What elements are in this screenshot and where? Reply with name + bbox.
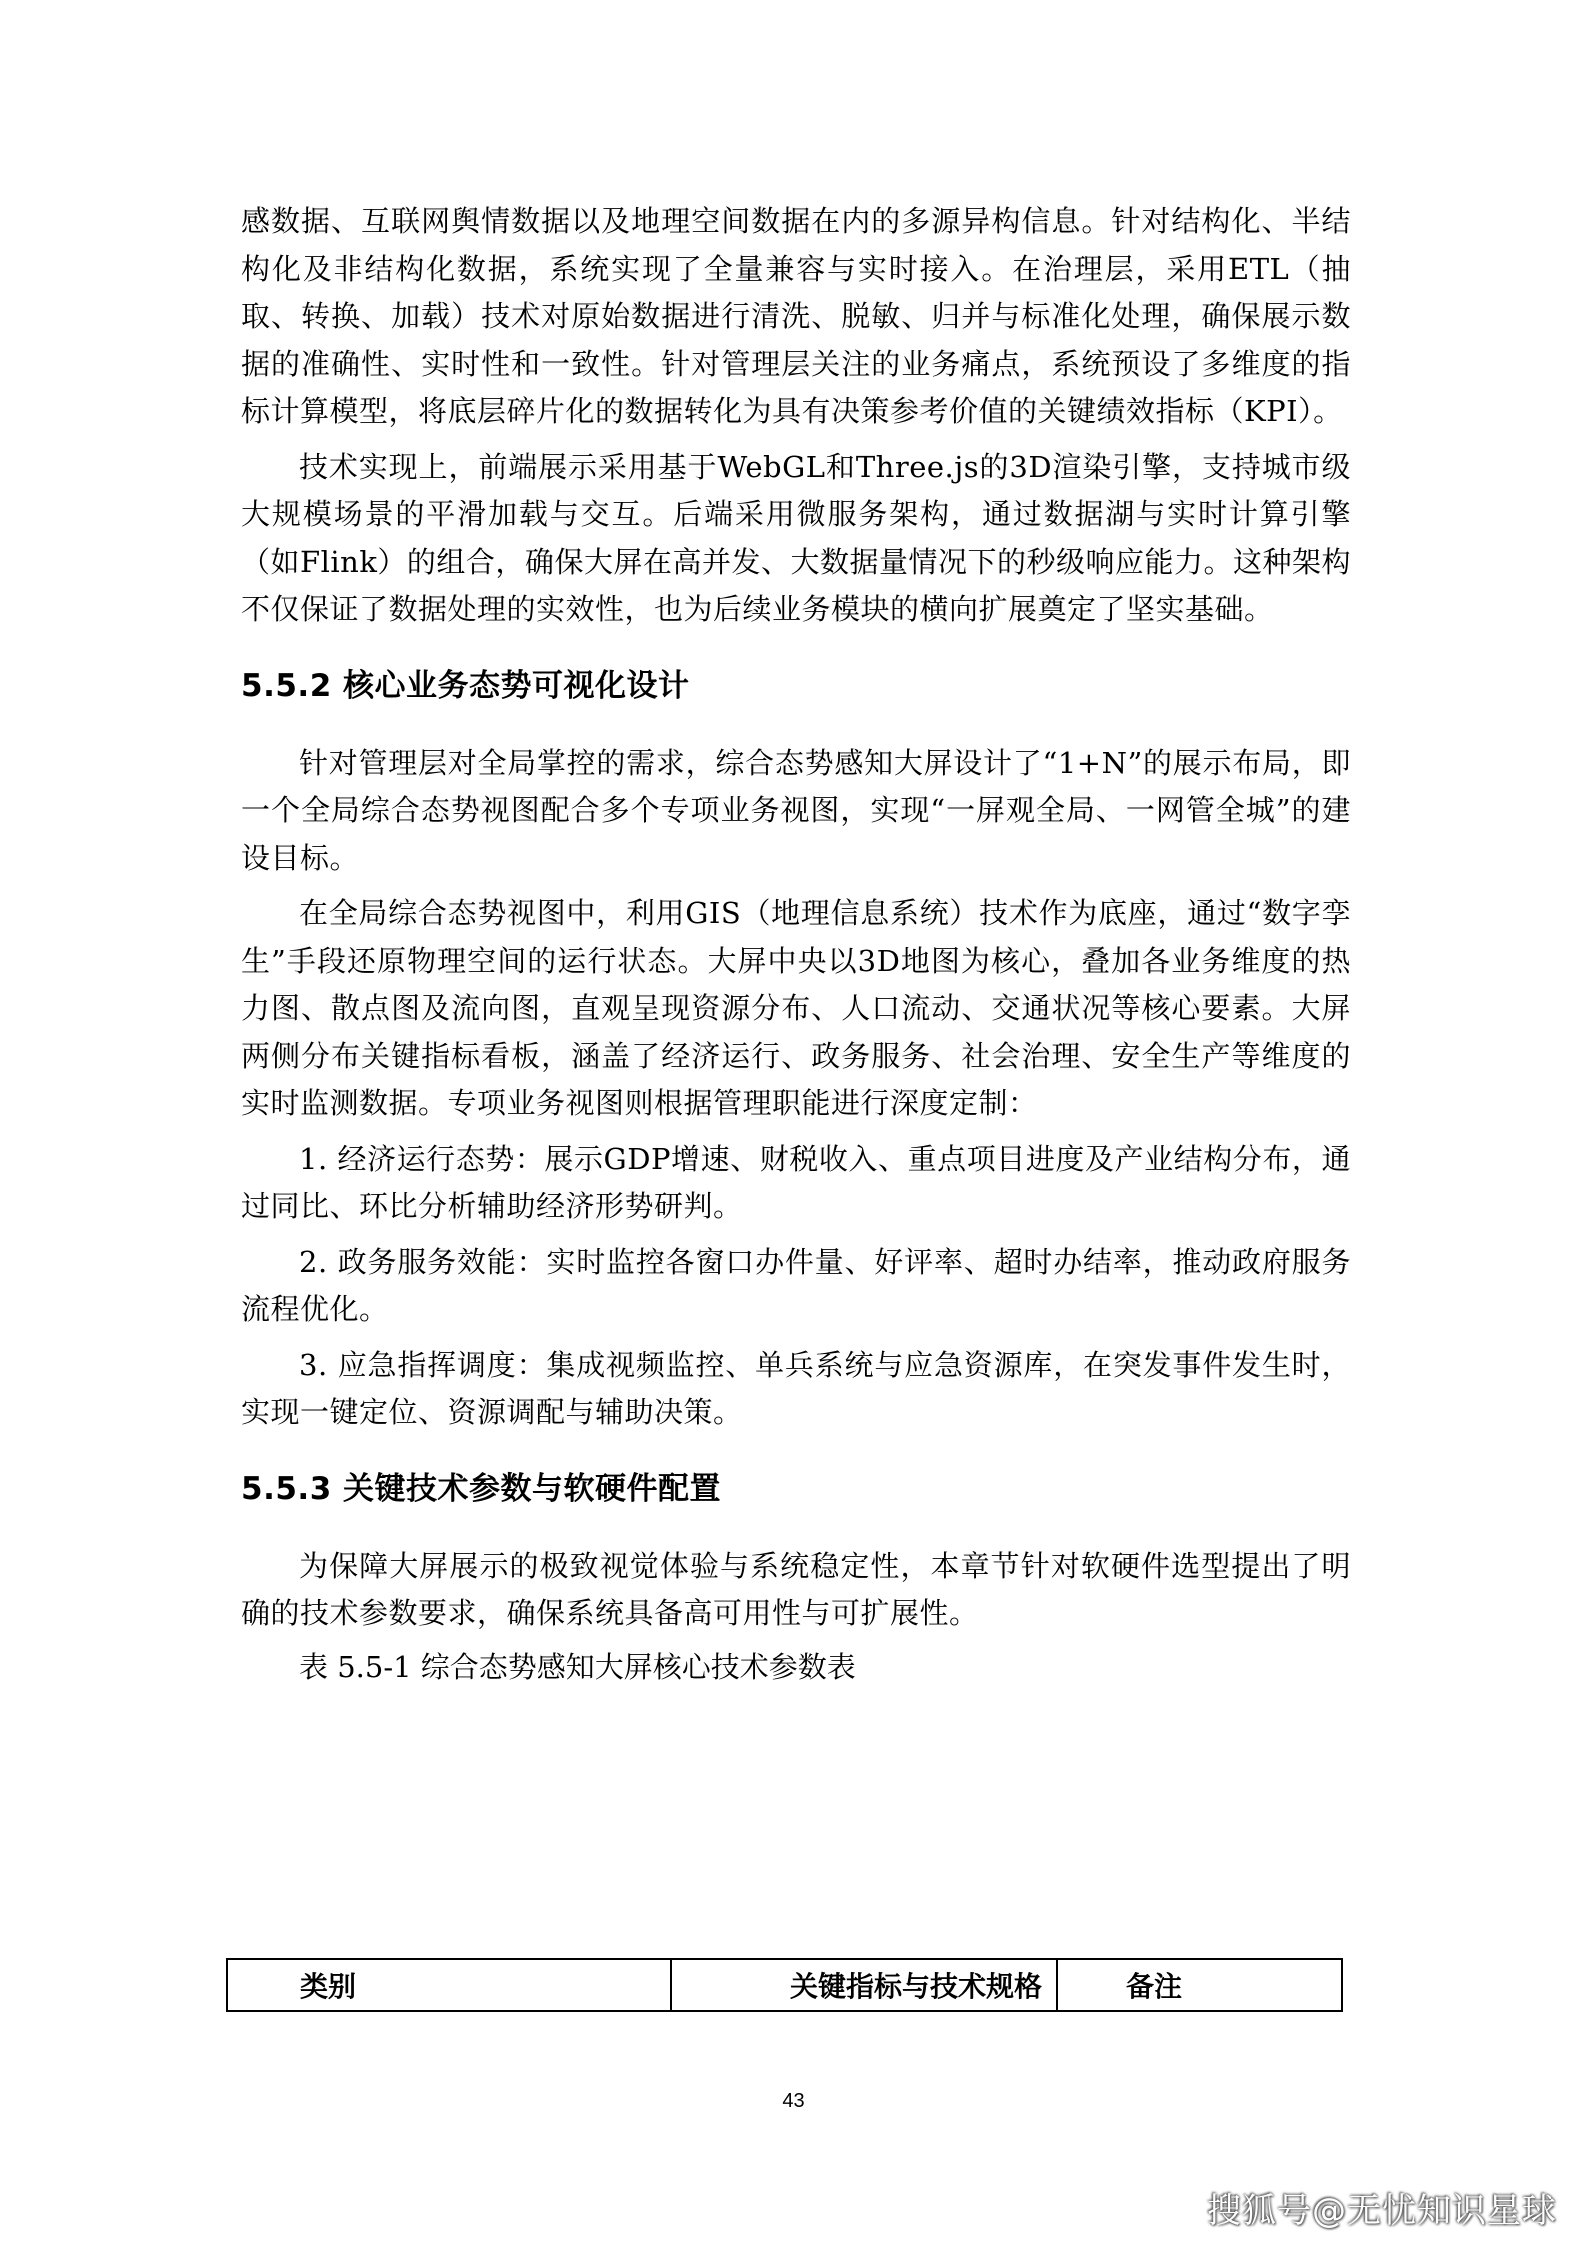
spec-table	[226, 1958, 1343, 2012]
body-paragraph: 针对管理层对全局掌控的需求，综合态势感知大屏设计了“1+N”的展示布局，即一个全局综合态势视图配合多个专项业务视图，实现“一屏观全局、一网管全城”的建设目标。	[241, 745, 1351, 875]
list-item: 2. 政务服务效能：实时监控各窗口办件量、好评率、超时办结率，推动政府服务流程优化。	[241, 1244, 1351, 1326]
watermark: 搜狐号@无忧知识星球	[1207, 2191, 1557, 2231]
table-header-spec: 关键指标与技术规格	[671, 1959, 1057, 2011]
section-heading-5-5-3: 5.5.3 关键技术参数与软硬件配置	[241, 1470, 722, 1507]
body-paragraph: 感数据、互联网舆情数据以及地理空间数据在内的多源异构信息。针对结构化、半结构化及非结构化数据，系统实现了全量兼容与实时接入。在治理层，采用ETL（抽取、转换、加载）技术对原始数据进行清洗、脱敏、归并与标准化处理，确保展示数据的准确性、实时性和一致性。针对管理层关注的业务痛点，系统预设了多维度的指标计算模型，将底层碎片化的数据转化为具有决策参考价值的关键绩效指标（KPI）。	[241, 204, 1351, 428]
table-header-row	[227, 1959, 1342, 2011]
list-item: 3. 应急指挥调度：集成视频监控、单兵系统与应急资源库，在突发事件发生时，实现一键定位、资源调配与辅助决策。	[241, 1347, 1351, 1429]
table-header-category: 类别	[227, 1959, 671, 2011]
body-paragraph: 技术实现上，前端展示采用基于WebGL和Three.js的3D渲染引擎，支持城市级大规模场景的平滑加载与交互。后端采用微服务架构，通过数据湖与实时计算引擎（如Flink）的组合，确保大屏在高并发、大数据量情况下的秒级响应能力。这种架构不仅保证了数据处理的实效性，也为后续业务模块的横向扩展奠定了坚实基础。	[241, 449, 1351, 626]
body-paragraph: 在全局综合态势视图中，利用GIS（地理信息系统）技术作为底座，通过“数字孪生”手段还原物理空间的运行状态。大屏中央以3D地图为核心，叠加各业务维度的热力图、散点图及流向图，直观呈现资源分布、人口流动、交通状况等核心要素。大屏两侧分布关键指标看板，涵盖了经济运行、政务服务、社会治理、安全生产等维度的实时监测数据。专项业务视图则根据管理职能进行深度定制：	[241, 896, 1351, 1120]
list-item: 1. 经济运行态势：展示GDP增速、财税收入、重点项目进度及产业结构分布，通过同比、环比分析辅助经济形势研判。	[241, 1141, 1351, 1223]
page-number: 43	[782, 2090, 805, 2112]
page-content	[241, 198, 1351, 1688]
section-heading-5-5-2: 5.5.2 核心业务态势可视化设计	[241, 667, 690, 704]
table-header-remarks: 备注	[1057, 1959, 1342, 2011]
body-paragraph: 为保障大屏展示的极致视觉体验与系统稳定性，本章节针对软硬件选型提出了明确的技术参数要求，确保系统具备高可用性与可扩展性。	[241, 1548, 1351, 1630]
table-caption: 表 5.5-1 综合态势感知大屏核心技术参数表	[299, 1649, 856, 1684]
